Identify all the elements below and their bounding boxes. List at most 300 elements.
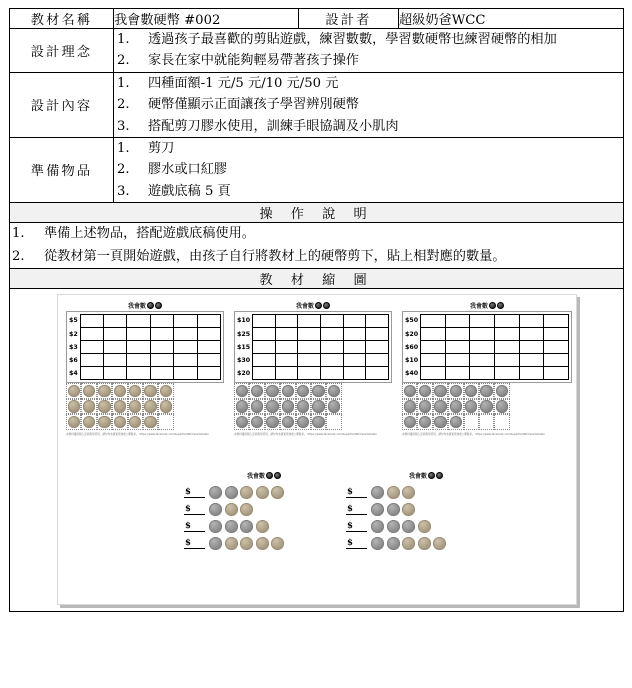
amount-blank-input[interactable]: $ bbox=[346, 505, 367, 515]
grid-cell[interactable] bbox=[519, 367, 544, 380]
grid-cell[interactable] bbox=[544, 328, 569, 341]
grid-cell[interactable] bbox=[366, 354, 389, 367]
grid-row bbox=[421, 354, 569, 367]
grid-cell[interactable] bbox=[321, 315, 344, 328]
grid-cell[interactable] bbox=[127, 367, 150, 380]
grid-cell[interactable] bbox=[366, 341, 389, 354]
cut-cell[interactable] bbox=[296, 383, 311, 398]
coin-gold-icon bbox=[144, 385, 156, 397]
grid-row bbox=[421, 367, 569, 380]
coin-icon-1 bbox=[147, 302, 154, 309]
coin-gold-icon bbox=[225, 537, 238, 550]
thumbnail-heading: 教 材 縮 圖 bbox=[10, 269, 624, 289]
grid-cell[interactable] bbox=[253, 341, 276, 354]
coin-silver-icon bbox=[209, 486, 222, 499]
coin-silver-icon bbox=[371, 537, 384, 550]
grid-cell[interactable] bbox=[343, 328, 366, 341]
grid-cell[interactable] bbox=[470, 341, 495, 354]
cut-cell[interactable] bbox=[249, 399, 264, 414]
coin-silver-icon bbox=[480, 385, 492, 397]
list-text: 剪刀 bbox=[148, 140, 175, 156]
grid-cell[interactable] bbox=[104, 315, 127, 328]
cut-cell[interactable] bbox=[81, 414, 96, 429]
grid-cell[interactable] bbox=[366, 315, 389, 328]
amount-label: $10 bbox=[237, 317, 251, 325]
answer-row bbox=[184, 501, 344, 518]
cut-cell[interactable] bbox=[464, 383, 479, 398]
table-row-concept bbox=[10, 29, 624, 73]
cut-cell[interactable] bbox=[265, 399, 280, 414]
amount-labels bbox=[237, 314, 252, 380]
cut-cell[interactable] bbox=[158, 399, 173, 414]
cut-cell[interactable] bbox=[112, 414, 127, 429]
grid-cell[interactable] bbox=[445, 367, 470, 380]
cut-cell[interactable] bbox=[464, 414, 479, 429]
cut-cell[interactable] bbox=[81, 399, 96, 414]
grid-cell[interactable] bbox=[298, 367, 321, 380]
coin-silver-icon bbox=[387, 537, 400, 550]
cut-cell[interactable] bbox=[417, 414, 432, 429]
cut-cell[interactable] bbox=[433, 383, 448, 398]
cut-cell[interactable] bbox=[128, 414, 143, 429]
grid-cell[interactable] bbox=[298, 354, 321, 367]
grid-cell[interactable] bbox=[127, 315, 150, 328]
amount-blank-input[interactable]: $ bbox=[184, 505, 205, 515]
cut-cell[interactable] bbox=[128, 399, 143, 414]
coin-icon-1 bbox=[266, 472, 273, 479]
cut-cell[interactable] bbox=[448, 399, 463, 414]
coin-row bbox=[234, 414, 392, 429]
cut-cell[interactable] bbox=[448, 414, 463, 429]
count-grid[interactable] bbox=[402, 311, 572, 383]
coin-silver-icon bbox=[209, 503, 222, 516]
coin-gold-icon bbox=[114, 385, 126, 397]
worksheet-footnote: 本教材僅供個人家庭教學使用，請勿作為商業用途或公開散布。 https://www.facebook.com/SuperDadWCCworksheets bbox=[66, 432, 209, 436]
cut-cell[interactable] bbox=[66, 383, 81, 398]
grid-cell[interactable] bbox=[80, 367, 103, 380]
coin-silver-icon bbox=[465, 400, 477, 412]
coin-row bbox=[402, 414, 572, 429]
grid-cell[interactable] bbox=[275, 354, 298, 367]
grid-cell[interactable] bbox=[174, 328, 197, 341]
grid-cell[interactable] bbox=[470, 367, 495, 380]
worksheet-title: 我會數 bbox=[346, 471, 506, 480]
count-grid[interactable] bbox=[234, 311, 392, 383]
grid-cell[interactable] bbox=[343, 315, 366, 328]
coin-silver-icon bbox=[496, 385, 508, 397]
cut-cell[interactable] bbox=[311, 399, 326, 414]
grid-cell[interactable] bbox=[421, 341, 446, 354]
cut-cell[interactable] bbox=[417, 399, 432, 414]
coin-gold-icon bbox=[114, 416, 126, 428]
cut-cell[interactable] bbox=[494, 414, 509, 429]
coin-icon-50 bbox=[323, 302, 330, 309]
cut-cell[interactable] bbox=[81, 383, 96, 398]
grid-row bbox=[253, 354, 389, 367]
cut-cell[interactable] bbox=[66, 414, 81, 429]
cut-cell[interactable] bbox=[112, 383, 127, 398]
coin-silver-icon bbox=[240, 520, 253, 533]
list-item bbox=[114, 94, 623, 115]
coin-silver-icon bbox=[251, 416, 263, 428]
grid-cell[interactable] bbox=[421, 367, 446, 380]
list-text: 硬幣僅顯示正面讓孩子學習辨別硬幣 bbox=[148, 97, 359, 113]
cut-cell[interactable] bbox=[97, 399, 112, 414]
amount-blank-input[interactable]: $ bbox=[346, 539, 367, 549]
grid-cell[interactable] bbox=[174, 354, 197, 367]
worksheet-4[interactable] bbox=[184, 471, 344, 552]
worksheet-title: 我會數 bbox=[184, 471, 344, 480]
grid-cell[interactable] bbox=[495, 367, 520, 380]
cut-cell[interactable] bbox=[112, 399, 127, 414]
grid-cells[interactable] bbox=[420, 314, 569, 380]
grid-cell[interactable] bbox=[495, 328, 520, 341]
grid-cell[interactable] bbox=[174, 315, 197, 328]
grid-cell[interactable] bbox=[421, 328, 446, 341]
grid-cell[interactable] bbox=[197, 341, 220, 354]
grid-cell[interactable] bbox=[197, 367, 220, 380]
cut-cell[interactable] bbox=[311, 383, 326, 398]
coin-gold-icon bbox=[68, 400, 80, 412]
empty-slot bbox=[160, 416, 172, 428]
coin-silver-icon bbox=[480, 400, 492, 412]
cut-cell[interactable] bbox=[234, 399, 249, 414]
cut-cell[interactable] bbox=[143, 383, 158, 398]
grid-cell[interactable] bbox=[150, 315, 173, 328]
grid-cell[interactable] bbox=[343, 341, 366, 354]
grid-cell[interactable] bbox=[104, 341, 127, 354]
grid-cell[interactable] bbox=[298, 341, 321, 354]
worksheet-title: 我會數 bbox=[66, 301, 224, 310]
grid-cell[interactable] bbox=[174, 367, 197, 380]
coin-gold-icon bbox=[225, 503, 238, 516]
grid-cell[interactable] bbox=[321, 328, 344, 341]
cut-cell[interactable] bbox=[494, 399, 509, 414]
grid-cell[interactable] bbox=[298, 315, 321, 328]
grid-cell[interactable] bbox=[253, 367, 276, 380]
coin-gold-icon bbox=[418, 537, 431, 550]
grid-cell[interactable] bbox=[253, 328, 276, 341]
list-text: 膠水或口紅膠 bbox=[148, 162, 228, 178]
coin-silver-icon bbox=[266, 400, 278, 412]
amount-blank-input[interactable]: $ bbox=[346, 488, 367, 498]
cut-cell[interactable] bbox=[234, 383, 249, 398]
grid-cell[interactable] bbox=[80, 354, 103, 367]
materials-list bbox=[114, 138, 623, 202]
grid-cell[interactable] bbox=[421, 315, 446, 328]
grid-cell[interactable] bbox=[275, 315, 298, 328]
table-row-content bbox=[10, 72, 624, 137]
grid-cell[interactable] bbox=[343, 367, 366, 380]
coin-silver-icon bbox=[282, 385, 294, 397]
designer-value: 超級奶爸WCC bbox=[399, 9, 624, 29]
blank-rows bbox=[346, 481, 506, 552]
empty-slot bbox=[496, 416, 508, 428]
coin-silver-icon bbox=[282, 416, 294, 428]
material-name-label: 教材名稱 bbox=[10, 9, 114, 29]
coin-silver-icon bbox=[297, 416, 309, 428]
grid-cell[interactable] bbox=[104, 367, 127, 380]
grid-cell[interactable] bbox=[470, 328, 495, 341]
grid-cell[interactable] bbox=[495, 315, 520, 328]
thumbnail-content bbox=[10, 289, 624, 612]
grid-cell[interactable] bbox=[174, 341, 197, 354]
coin-gold-icon bbox=[68, 416, 80, 428]
grid-cell[interactable] bbox=[127, 354, 150, 367]
grid-cells[interactable] bbox=[80, 314, 221, 380]
grid-cell[interactable] bbox=[275, 341, 298, 354]
list-number: 1. bbox=[117, 140, 130, 156]
cut-cell[interactable] bbox=[128, 383, 143, 398]
grid-cell[interactable] bbox=[150, 354, 173, 367]
answer-row bbox=[184, 535, 344, 552]
cut-cell[interactable] bbox=[326, 399, 341, 414]
operation-heading: 操 作 說 明 bbox=[10, 203, 624, 223]
cut-cell[interactable] bbox=[265, 414, 280, 429]
grid-cell[interactable] bbox=[150, 328, 173, 341]
coin-icon-1 bbox=[315, 302, 322, 309]
cut-cell[interactable] bbox=[97, 383, 112, 398]
grid-cell[interactable] bbox=[253, 315, 276, 328]
grid-cell[interactable] bbox=[519, 354, 544, 367]
cut-cell[interactable] bbox=[402, 414, 417, 429]
coin-gold-icon bbox=[402, 537, 415, 550]
coin-row bbox=[66, 383, 224, 398]
grid-row bbox=[80, 315, 220, 328]
designer-label: 設計者 bbox=[299, 9, 399, 29]
grid-cell[interactable] bbox=[343, 354, 366, 367]
grid-cell[interactable] bbox=[150, 367, 173, 380]
amount-blank-input[interactable]: $ bbox=[184, 522, 205, 532]
grid-cell[interactable] bbox=[470, 354, 495, 367]
list-item bbox=[114, 116, 623, 137]
grid-cell[interactable] bbox=[298, 328, 321, 341]
grid-cell[interactable] bbox=[197, 354, 220, 367]
grid-cell[interactable] bbox=[104, 328, 127, 341]
coin-cutout-strip bbox=[402, 383, 572, 429]
table-row-thumbnail-heading bbox=[10, 269, 624, 289]
cut-cell[interactable] bbox=[326, 383, 341, 398]
answer-row bbox=[346, 535, 506, 552]
coin-silver-icon bbox=[387, 520, 400, 533]
amount-blank-input[interactable]: $ bbox=[184, 488, 205, 498]
grid-row bbox=[421, 328, 569, 341]
amount-label: $10 bbox=[405, 357, 419, 365]
grid-cell[interactable] bbox=[321, 341, 344, 354]
amount-label: $15 bbox=[237, 343, 251, 351]
grid-cell[interactable] bbox=[519, 315, 544, 328]
grid-cell[interactable] bbox=[544, 315, 569, 328]
cut-cell[interactable] bbox=[402, 383, 417, 398]
answer-row bbox=[184, 518, 344, 535]
amount-label: $5 bbox=[69, 317, 78, 325]
coin-row bbox=[234, 383, 392, 398]
grid-cell[interactable] bbox=[150, 341, 173, 354]
coin-silver-icon bbox=[450, 385, 462, 397]
cut-cell[interactable] bbox=[249, 383, 264, 398]
cut-cell[interactable] bbox=[280, 399, 295, 414]
count-grid[interactable] bbox=[66, 311, 224, 383]
grid-cell[interactable] bbox=[544, 354, 569, 367]
cut-cell[interactable] bbox=[143, 414, 158, 429]
grid-cell[interactable] bbox=[445, 315, 470, 328]
coin-gold-icon bbox=[271, 537, 284, 550]
coin-silver-icon bbox=[434, 400, 446, 412]
cut-cell[interactable] bbox=[158, 414, 173, 429]
grid-cell[interactable] bbox=[127, 341, 150, 354]
worksheet-title: 我會數 bbox=[402, 301, 572, 310]
cut-cell[interactable] bbox=[326, 414, 341, 429]
list-item bbox=[114, 50, 623, 71]
cut-cell[interactable] bbox=[311, 414, 326, 429]
cut-cell[interactable] bbox=[448, 383, 463, 398]
coin-gold-icon bbox=[129, 385, 141, 397]
cut-cell[interactable] bbox=[402, 399, 417, 414]
coin-gold-icon bbox=[387, 486, 400, 499]
cut-cell[interactable] bbox=[280, 414, 295, 429]
content-list bbox=[114, 73, 623, 137]
grid-cell[interactable] bbox=[445, 354, 470, 367]
coin-gold-icon bbox=[256, 486, 269, 499]
grid-cell[interactable] bbox=[80, 341, 103, 354]
coin-gold-icon bbox=[240, 486, 253, 499]
amount-label: $4 bbox=[69, 370, 78, 378]
materials-label: 準備物品 bbox=[10, 137, 114, 202]
coin-silver-icon bbox=[419, 400, 431, 412]
grid-cell[interactable] bbox=[519, 341, 544, 354]
list-text: 準備上述物品，搭配遊戲底稿使用。 bbox=[44, 226, 255, 241]
cut-cell[interactable] bbox=[97, 414, 112, 429]
operation-list bbox=[10, 223, 623, 268]
concept-list bbox=[114, 29, 623, 72]
list-number: 2. bbox=[12, 248, 25, 264]
amount-blank-input[interactable]: $ bbox=[184, 539, 205, 549]
grid-cell[interactable] bbox=[275, 328, 298, 341]
cut-cell[interactable] bbox=[249, 414, 264, 429]
cut-cell[interactable] bbox=[280, 383, 295, 398]
coin-silver-icon bbox=[312, 416, 324, 428]
coin-icon-1 bbox=[489, 302, 496, 309]
grid-row bbox=[421, 315, 569, 328]
grid-cell[interactable] bbox=[519, 328, 544, 341]
cut-cell[interactable] bbox=[479, 399, 494, 414]
table-row-header bbox=[10, 9, 624, 29]
grid-cell[interactable] bbox=[321, 367, 344, 380]
grid-cell[interactable] bbox=[80, 328, 103, 341]
coin-gold-icon bbox=[129, 416, 141, 428]
grid-cell[interactable] bbox=[197, 315, 220, 328]
cut-cell[interactable] bbox=[66, 399, 81, 414]
cut-cell[interactable] bbox=[464, 399, 479, 414]
amount-label: $60 bbox=[405, 343, 419, 351]
amount-blank-input[interactable]: $ bbox=[346, 522, 367, 532]
grid-cell[interactable] bbox=[445, 328, 470, 341]
coin-silver-icon bbox=[236, 385, 248, 397]
list-text: 搭配剪刀膠水使用，訓練手眼協調及小肌肉 bbox=[148, 118, 399, 134]
list-text: 透過孩子最喜歡的剪貼遊戲，練習數數，學習數硬幣也練習硬幣的相加 bbox=[148, 32, 557, 47]
answer-row bbox=[346, 484, 506, 501]
coin-silver-icon bbox=[225, 520, 238, 533]
cut-cell[interactable] bbox=[433, 414, 448, 429]
coin-icon-50 bbox=[436, 472, 443, 479]
cut-cell[interactable] bbox=[296, 414, 311, 429]
worksheet-5[interactable] bbox=[346, 471, 506, 552]
cut-cell[interactable] bbox=[265, 383, 280, 398]
coin-silver-icon bbox=[282, 400, 294, 412]
preview-page bbox=[57, 294, 577, 605]
cut-cell[interactable] bbox=[143, 399, 158, 414]
grid-cell[interactable] bbox=[197, 328, 220, 341]
coin-gold-icon bbox=[144, 416, 156, 428]
list-text: 從教材第一頁開始遊戲，由孩子自行將教材上的硬幣剪下，貼上相對應的數量。 bbox=[44, 248, 506, 264]
grid-cell[interactable] bbox=[544, 367, 569, 380]
grid-cell[interactable] bbox=[127, 328, 150, 341]
table-row-materials bbox=[10, 137, 624, 202]
grid-cell[interactable] bbox=[253, 354, 276, 367]
grid-cell[interactable] bbox=[470, 315, 495, 328]
cut-cell[interactable] bbox=[234, 414, 249, 429]
coin-cutout-strip bbox=[234, 383, 392, 429]
grid-cell[interactable] bbox=[544, 341, 569, 354]
coin-gold-icon bbox=[240, 503, 253, 516]
list-item bbox=[10, 223, 623, 246]
grid-cell[interactable] bbox=[445, 341, 470, 354]
cut-cell[interactable] bbox=[479, 414, 494, 429]
grid-cell[interactable] bbox=[104, 354, 127, 367]
worksheet-title: 我會數 bbox=[234, 301, 392, 310]
coin-silver-icon bbox=[465, 385, 477, 397]
cut-cell[interactable] bbox=[479, 383, 494, 398]
coin-gold-icon bbox=[256, 520, 269, 533]
amount-label: $30 bbox=[237, 357, 251, 365]
cut-cell[interactable] bbox=[417, 383, 432, 398]
coin-gold-icon bbox=[160, 400, 172, 412]
grid-cell[interactable] bbox=[275, 367, 298, 380]
coin-silver-icon bbox=[402, 520, 415, 533]
cut-cell[interactable] bbox=[296, 399, 311, 414]
grid-cell[interactable] bbox=[366, 328, 389, 341]
cut-cell[interactable] bbox=[494, 383, 509, 398]
coin-silver-icon bbox=[404, 385, 416, 397]
answer-row bbox=[346, 501, 506, 518]
coin-gold-icon bbox=[114, 400, 126, 412]
list-text: 家長在家中就能夠輕易帶著孩子操作 bbox=[148, 53, 359, 69]
coin-row bbox=[66, 399, 224, 414]
worksheet-1[interactable] bbox=[66, 301, 224, 436]
grid-cells[interactable] bbox=[252, 314, 389, 380]
coin-gold-icon bbox=[402, 486, 415, 499]
coin-silver-icon bbox=[266, 385, 278, 397]
grid-cell[interactable] bbox=[421, 354, 446, 367]
grid-cell[interactable] bbox=[321, 354, 344, 367]
worksheet-3[interactable] bbox=[402, 301, 572, 436]
amount-label: $3 bbox=[69, 343, 78, 351]
grid-cell[interactable] bbox=[495, 354, 520, 367]
coin-row bbox=[234, 399, 392, 414]
list-item bbox=[114, 181, 623, 202]
worksheet-2[interactable] bbox=[234, 301, 392, 436]
grid-cell[interactable] bbox=[80, 315, 103, 328]
grid-cell[interactable] bbox=[495, 341, 520, 354]
cut-cell[interactable] bbox=[158, 383, 173, 398]
info-table bbox=[9, 8, 624, 612]
cut-cell[interactable] bbox=[433, 399, 448, 414]
table-row-operation-heading bbox=[10, 203, 624, 223]
coin-silver-icon bbox=[251, 385, 263, 397]
coin-silver-icon bbox=[450, 416, 462, 428]
grid-cell[interactable] bbox=[366, 367, 389, 380]
list-item bbox=[114, 138, 623, 159]
